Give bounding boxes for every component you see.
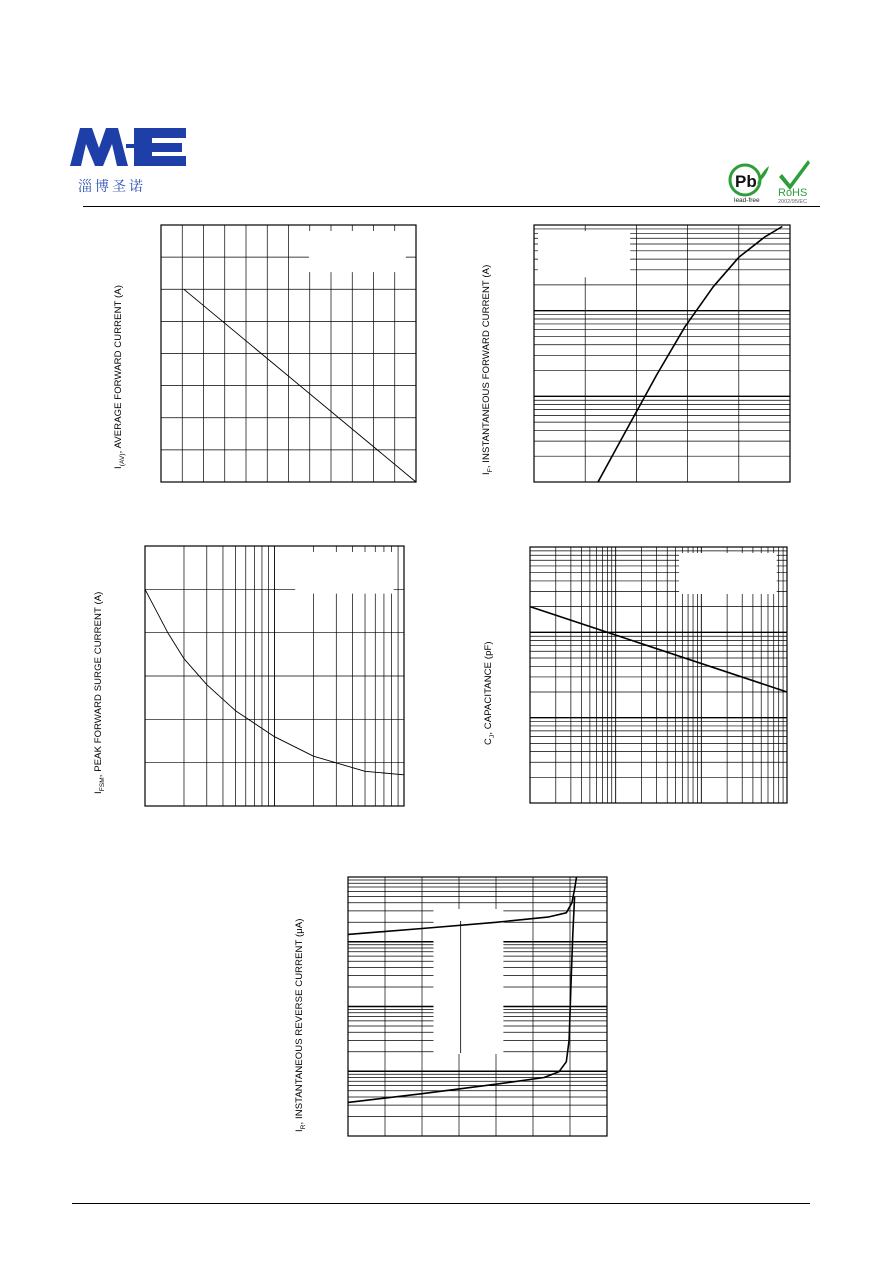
header-rule: [83, 206, 820, 207]
fig5-legend-area: [433, 909, 503, 1054]
fig3-chart: [144, 545, 405, 807]
lead-free-badge: [727, 162, 771, 204]
check-icon: [779, 160, 810, 190]
company-logo: [68, 124, 190, 170]
fig3-legend-area: [295, 552, 393, 594]
fig2-legend-area: [538, 231, 630, 277]
fig2-y-axis-label: $I_F$, INSTANTANEOUS FORWARD CURRENT (A): [481, 264, 494, 475]
rohs-badge: [776, 158, 818, 204]
rohs-text: RoHS: [778, 187, 808, 199]
fig5-y-axis-label: $I_R$, INSTANTANEOUS REVERSE CURRENT (μA): [294, 918, 307, 1132]
fig5-series-1-line: [348, 877, 577, 934]
fig2-chart: [533, 224, 791, 483]
fig1-chart: [160, 224, 417, 483]
pb-symbol: Pb: [735, 172, 757, 191]
rohs-caption: 2002/95/EC: [778, 199, 808, 204]
logo-letter-m: [70, 128, 128, 166]
logo-subtitle: 淄博圣诺: [78, 179, 146, 195]
fig4-y-axis-label: $C_J$, CAPACITANCE (pF): [483, 641, 496, 745]
fig3-y-axis-label: $I_{FSM}$, PEAK FORWARD SURGE CURRENT (A): [93, 591, 106, 794]
lead-free-caption: lead-free: [734, 197, 760, 204]
fig5-chart: [347, 876, 608, 1137]
fig4-chart: [529, 546, 788, 804]
footer-rule: [72, 1203, 810, 1204]
header: [0, 0, 892, 210]
fig4-series-1-line: [530, 607, 787, 692]
fig1-y-axis-label: $I_{(AV)}$, AVERAGE FORWARD CURRENT (A): [113, 285, 126, 469]
fig4-legend-area: [679, 553, 777, 594]
fig1-legend-area: [309, 231, 406, 272]
logo-letter-e: [134, 128, 186, 166]
